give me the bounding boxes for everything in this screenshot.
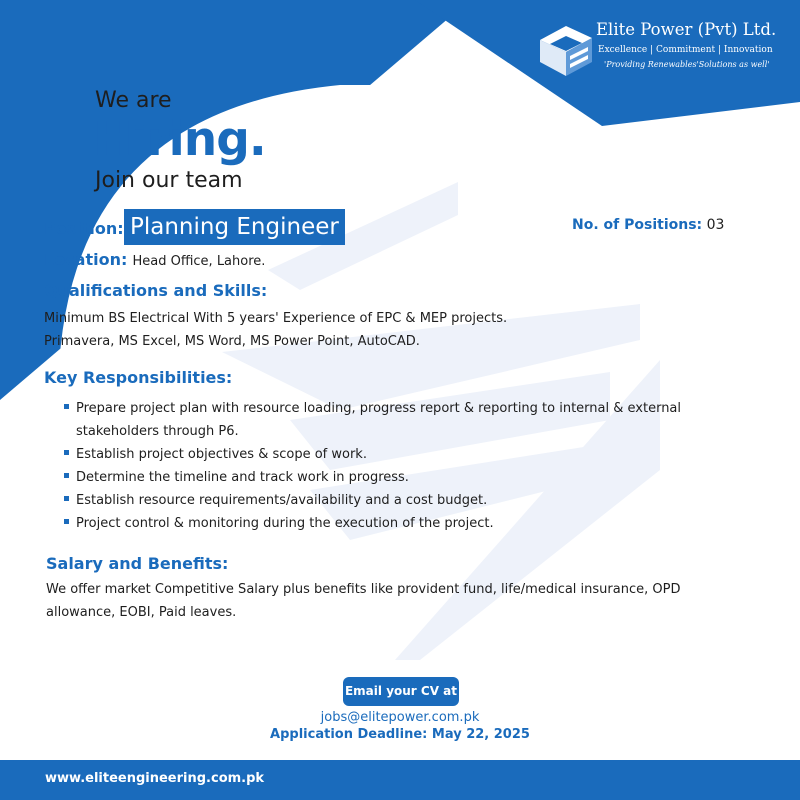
salary-text: We offer market Competitive Salary plus benefits like provident fund, life/medical insurance, OPD allowance, EOBI, Paid leaves. <box>46 582 681 620</box>
qualifications-list <box>32 310 507 356</box>
list-item: Establish resource requirements/availability and a cost budget. <box>64 489 744 512</box>
elite-cube-logo-icon <box>536 18 594 76</box>
footer-bar <box>0 760 800 800</box>
email-cv-button[interactable]: Email your CV at <box>343 677 459 706</box>
list-item: Establish project objectives & scope of work. <box>64 443 744 466</box>
headline-we-are: We are <box>95 88 172 113</box>
responsibilities-list <box>64 397 744 535</box>
location-value: Head Office, Lahore. <box>132 254 266 269</box>
company-slogan: 'Providing Renewables'Solutions as well' <box>604 60 770 69</box>
company-name: Elite Power (Pvt) Ltd. <box>596 20 777 39</box>
positions-count <box>572 217 724 233</box>
list-item: Project control & monitoring during the execution of the project. <box>64 512 744 535</box>
responsibilities-title: Key Responsibilities: <box>44 368 233 387</box>
list-item: Primavera, MS Excel, MS Word, MS Power Point, AutoCAD. <box>32 333 507 356</box>
location-label: Location: <box>44 250 128 269</box>
positions-count-value: 03 <box>706 217 725 233</box>
positions-count-label: No. of Positions: <box>572 217 703 233</box>
position-title: Planning Engineer <box>124 209 345 245</box>
company-logo <box>536 16 786 78</box>
company-tagline: Excellence | Commitment | Innovation <box>598 45 773 55</box>
position-label: Position: <box>44 219 124 238</box>
headline-hiring: Hiring. <box>93 112 266 167</box>
qualifications-title: Qualifications and Skills: <box>44 281 268 300</box>
list-item: Prepare project plan with resource loading, progress report & reporting to internal & external stakeholders through P6. <box>64 397 744 443</box>
headline-join-team: Join our team <box>95 168 243 193</box>
application-deadline: Application Deadline: May 22, 2025 <box>270 727 530 742</box>
website-link[interactable]: www.eliteengineering.com.pk <box>45 771 265 786</box>
location-row <box>44 250 265 269</box>
salary-title: Salary and Benefits: <box>46 554 229 573</box>
list-item: Determine the timeline and track work in progress. <box>64 466 744 489</box>
email-link[interactable]: jobs@elitepower.com.pk <box>320 710 480 725</box>
list-item: Minimum BS Electrical With 5 years' Experience of EPC & MEP projects. <box>32 310 507 333</box>
